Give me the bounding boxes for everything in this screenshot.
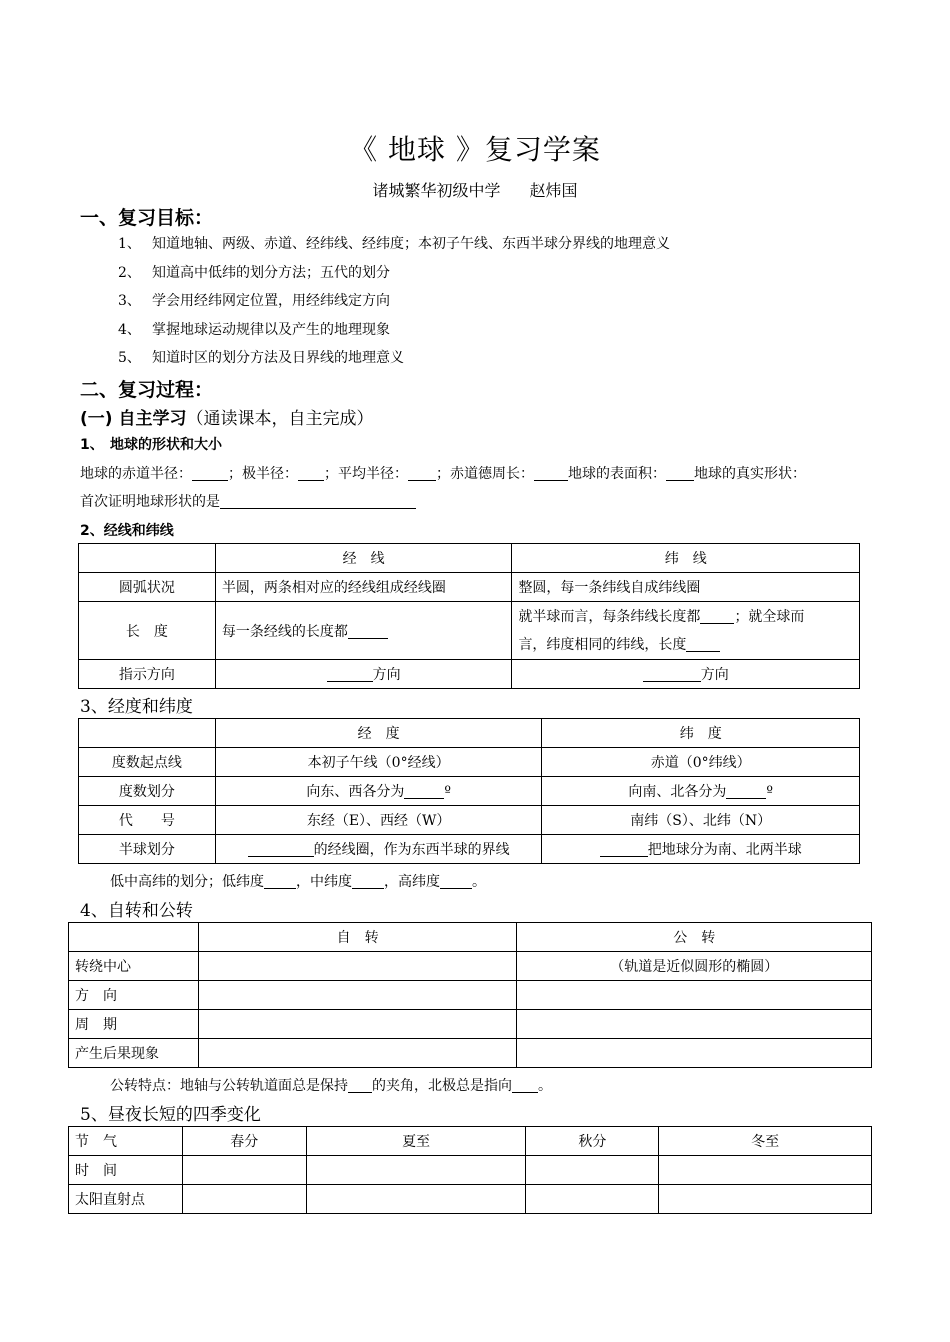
goal-item: 3、 学会用经纬网定位置，用经纬线定方向	[118, 293, 390, 309]
part4-heading: 4、自转和公转	[80, 901, 193, 921]
answer-blank[interactable]	[686, 636, 720, 652]
author-school: 诸城繁华初级中学	[372, 181, 501, 200]
answer-blank[interactable]	[248, 841, 314, 857]
author-name: 赵炜国	[529, 181, 578, 200]
table-cell[interactable]	[517, 1039, 872, 1068]
table-cell: 每一条经线的长度都	[215, 602, 512, 660]
section-heading-goals: 一、复习目标：	[80, 207, 214, 229]
table-cell: 方向	[512, 660, 860, 689]
table-cell[interactable]	[517, 1010, 872, 1039]
page-title: 《 地球 》复习学案	[349, 133, 601, 166]
table-header: 纬 线	[512, 544, 860, 573]
row-label: 长 度	[79, 602, 216, 660]
table-cell: 半圆，两条相对应的经线组成经线圈	[215, 573, 512, 602]
row-label: 产生后果现象	[69, 1039, 199, 1068]
answer-blank[interactable]	[348, 623, 388, 639]
longitude-latitude-table	[78, 718, 860, 864]
part5-heading: 5、昼夜长短的四季变化	[80, 1105, 261, 1125]
table-cell[interactable]	[198, 1010, 517, 1039]
table-cell: 本初子午线（0°经线）	[215, 748, 542, 777]
table-cell[interactable]	[526, 1185, 659, 1214]
goals-list	[118, 234, 670, 377]
table-header: 自 转	[198, 923, 517, 952]
table-cell[interactable]	[659, 1185, 872, 1214]
table-header: 春分	[182, 1127, 306, 1156]
answer-blank[interactable]	[666, 465, 694, 481]
latitude-zone-note: 低中高纬的划分；低纬度 ，中纬度 ，高纬度 。	[110, 874, 486, 890]
section-heading-process: 二、复习过程：	[80, 379, 214, 401]
answer-blank[interactable]	[404, 783, 444, 799]
row-label: 方 向	[69, 981, 199, 1010]
row-label: 周 期	[69, 1010, 199, 1039]
table-cell: 向南、北各分为 º	[542, 777, 860, 806]
table-header: 经 线	[215, 544, 512, 573]
goal-item: 4、 掌握地球运动规律以及产生的地理现象	[118, 321, 390, 338]
row-label: 度数划分	[79, 777, 216, 806]
row-label: 圆弧状况	[79, 573, 216, 602]
table-cell[interactable]	[198, 981, 517, 1010]
part1-question-line: 地球的赤道半径： ；极半径： ；平均半径： ；赤道德周长： 地球的表面积： 地球的真实形状：	[80, 466, 806, 482]
goal-item: 1、 知道地轴、两级、赤道、经纬线、经纬度；本初子午线、东西半球分界线的地理意义	[118, 236, 670, 252]
table-cell	[79, 544, 216, 573]
table-header: 纬 度	[542, 719, 860, 748]
day-night-table	[68, 1126, 872, 1214]
meridian-parallel-table	[78, 543, 860, 689]
table-header: 夏至	[306, 1127, 526, 1156]
table-cell[interactable]	[659, 1156, 872, 1185]
table-cell: 赤道（0°纬线）	[542, 748, 860, 777]
table-cell: 南纬（S）、北纬（N）	[542, 806, 860, 835]
table-cell: 就半球而言，每条纬线长度都 ；就全球而 言，纬度相同的纬线，长度	[512, 602, 860, 660]
goal-item: 2、 知道高中低纬的划分方法；五代的划分	[118, 264, 390, 281]
answer-blank[interactable]	[348, 1077, 372, 1093]
table-cell[interactable]	[306, 1185, 526, 1214]
row-label: 太阳直射点	[69, 1185, 183, 1214]
table-cell: 方向	[215, 660, 512, 689]
table-header: 公 转	[517, 923, 872, 952]
rotation-revolution-table	[68, 922, 872, 1068]
row-label: 节 气	[69, 1127, 183, 1156]
row-label: 半球划分	[79, 835, 216, 864]
answer-blank[interactable]	[220, 493, 416, 509]
table-cell[interactable]	[526, 1156, 659, 1185]
table-header: 经 度	[215, 719, 542, 748]
table-cell[interactable]: （轨道是近似圆形的椭圆）	[517, 952, 872, 981]
table-cell[interactable]	[198, 952, 517, 981]
part1-question-line-2: 首次证明地球形状的是	[80, 491, 416, 511]
row-label: 时 间	[69, 1156, 183, 1185]
answer-blank[interactable]	[600, 841, 648, 857]
table-header: 秋分	[526, 1127, 659, 1156]
answer-blank[interactable]	[352, 873, 384, 889]
answer-blank[interactable]	[700, 608, 734, 624]
table-cell[interactable]	[517, 981, 872, 1010]
answer-blank[interactable]	[298, 465, 324, 481]
answer-blank[interactable]	[327, 666, 373, 682]
answer-blank[interactable]	[512, 1077, 538, 1093]
table-cell[interactable]	[198, 1039, 517, 1068]
table-cell[interactable]	[306, 1156, 526, 1185]
answer-blank[interactable]	[643, 666, 701, 682]
table-cell[interactable]	[182, 1185, 306, 1214]
table-header: 冬至	[659, 1127, 872, 1156]
answer-blank[interactable]	[264, 873, 296, 889]
row-label: 指示方向	[79, 660, 216, 689]
table-cell: 东经（E）、西经（W）	[215, 806, 542, 835]
subsection-self-study: (一) 自主学习（通读课本，自主完成）	[80, 409, 374, 429]
part3-heading: 3、经度和纬度	[80, 697, 193, 717]
row-label: 转绕中心	[69, 952, 199, 981]
answer-blank[interactable]	[534, 465, 568, 481]
answer-blank[interactable]	[440, 873, 472, 889]
table-cell	[69, 923, 199, 952]
answer-blank[interactable]	[408, 465, 436, 481]
table-cell: 把地球分为南、北两半球	[542, 835, 860, 864]
table-cell	[79, 719, 216, 748]
table-cell: 的经线圈，作为东西半球的界线	[215, 835, 542, 864]
table-cell: 整圆，每一条纬线自成纬线圈	[512, 573, 860, 602]
goal-item: 5、 知道时区的划分方法及日界线的地理意义	[118, 350, 404, 366]
part1-heading: 1、 地球的形状和大小	[80, 437, 222, 453]
author-line	[0, 178, 950, 201]
table-cell: 向东、西各分为 º	[215, 777, 542, 806]
row-label: 度数起点线	[79, 748, 216, 777]
revolution-note: 公转特点：地轴与公转轨道面总是保持 的夹角，北极总是指向 。	[110, 1078, 552, 1094]
answer-blank[interactable]	[726, 783, 766, 799]
table-cell[interactable]	[182, 1156, 306, 1185]
answer-blank[interactable]	[192, 465, 228, 481]
row-label: 代 号	[79, 806, 216, 835]
part2-heading: 2、经线和纬线	[80, 523, 174, 539]
